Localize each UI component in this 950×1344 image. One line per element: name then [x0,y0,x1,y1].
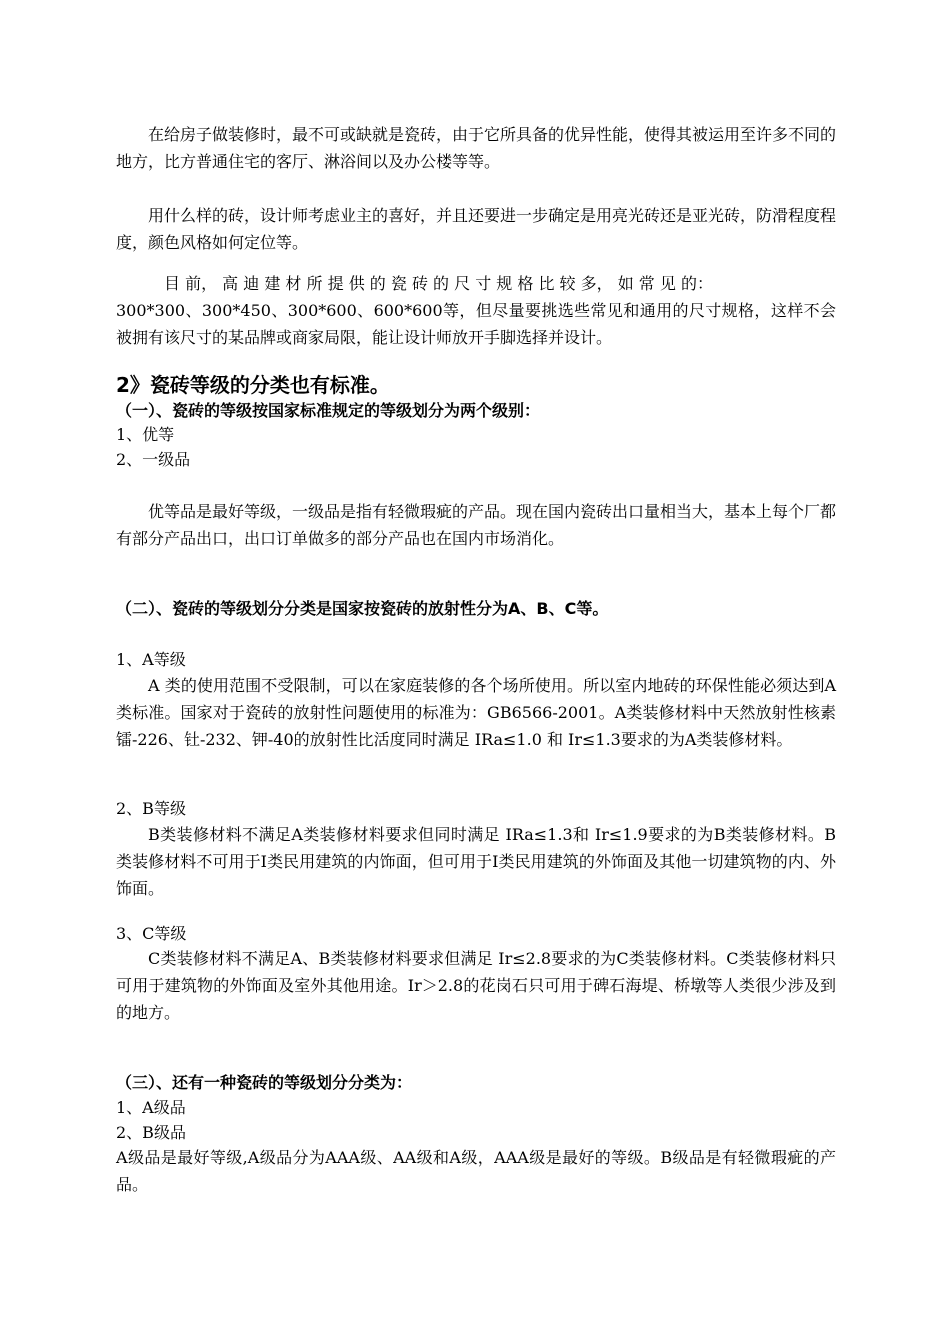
grade-a-text: A 类的使用范围不受限制，可以在家庭装修的各个场所使用。所以室内地砖的环保性能必须达到A类标准。国家对于瓷砖的放射性问题使用的标准为：GB6566-2001。A类装修材料中天然放射性核素镭-226、钍-232、钾-40的放射性比活度同时满足 IRa≤1.0 和 Ir≤1.3要求的为A类装修材料。 [116,676,836,749]
part1-item-2: 2、一级品 [116,450,191,469]
part1-heading: （一）、瓷砖的等级按国家标准规定的等级划分为两个级别： [116,401,541,420]
part3-heading: （三）、还有一种瓷砖的等级划分分类为： [116,1073,413,1092]
grade-b-text: B类装修材料不满足A类装修材料要求但同时满足 IRa≤1.3和 Ir≤1.9要求的为B类装修材料。B类装修材料不可用于Ⅰ类民用建筑的内饰面，但可用于Ⅰ类民用建筑的外饰面及其他一切建筑物的内、外饰面。 [116,825,836,898]
section-heading: 2》瓷砖等级的分类也有标准。 [116,373,390,397]
grade-a-title: 1、A等级 [116,650,186,669]
intro-paragraph-3 [116,270,836,351]
part3-item-2: 2、B级品 [116,1123,186,1142]
grade-b-title: 2、B等级 [116,799,186,818]
part2-heading: （二）、瓷砖的等级划分分类是国家按瓷砖的放射性分为A、B、C等。 [116,599,609,618]
part1-paragraph: 优等品是最好等级，一级品是指有轻微瑕疵的产品。现在国内瓷砖出口量相当大，基本上每个厂都有部分产品出口，出口订单做多的部分产品也在国内市场消化。 [116,502,837,548]
part3-paragraph: A级品是最好等级,A级品分为AAA级、AA级和A级，AAA级是最好的等级。B级品是有轻微瑕疵的产品。 [116,1148,836,1194]
intro-paragraph-3-rest: 300*300、300*450、300*600、600*600等，但尽量要挑选些常见和通用的尺寸规格，这样不会被拥有该尺寸的某品牌或商家局限，能让设计师放开手脚选择并设计。 [116,301,836,347]
intro-paragraph-1: 在给房子做装修时，最不可或缺就是瓷砖，由于它所具备的优异性能，使得其被运用至许多不同的地方，比方普通住宅的客厅、淋浴间以及办公楼等等。 [116,125,837,171]
grade-c-text: C类装修材料不满足A、B类装修材料要求但满足 Ir≤2.8要求的为C类装修材料。C类装修材料只可用于建筑物的外饰面及室外其他用途。Ir＞2.8的花岗石只可用于碑石海堤、桥墩等人类很少涉及到的地方。 [116,949,836,1022]
intro-paragraph-3-first-line: 目 前， 高 迪 建 材 所 提 供 的 瓷 砖 的 尺 寸 规 格 比 较 多， 如 常 见 的： [164,274,713,293]
intro-paragraph-2: 用什么样的砖，设计师考虑业主的喜好，并且还要进一步确定是用亮光砖还是亚光砖，防滑程度程度，颜色风格如何定位等。 [116,206,837,252]
part3-item-1: 1、A级品 [116,1098,186,1117]
part1-item-1: 1、优等 [116,425,175,444]
grade-c-title: 3、C等级 [116,924,187,943]
